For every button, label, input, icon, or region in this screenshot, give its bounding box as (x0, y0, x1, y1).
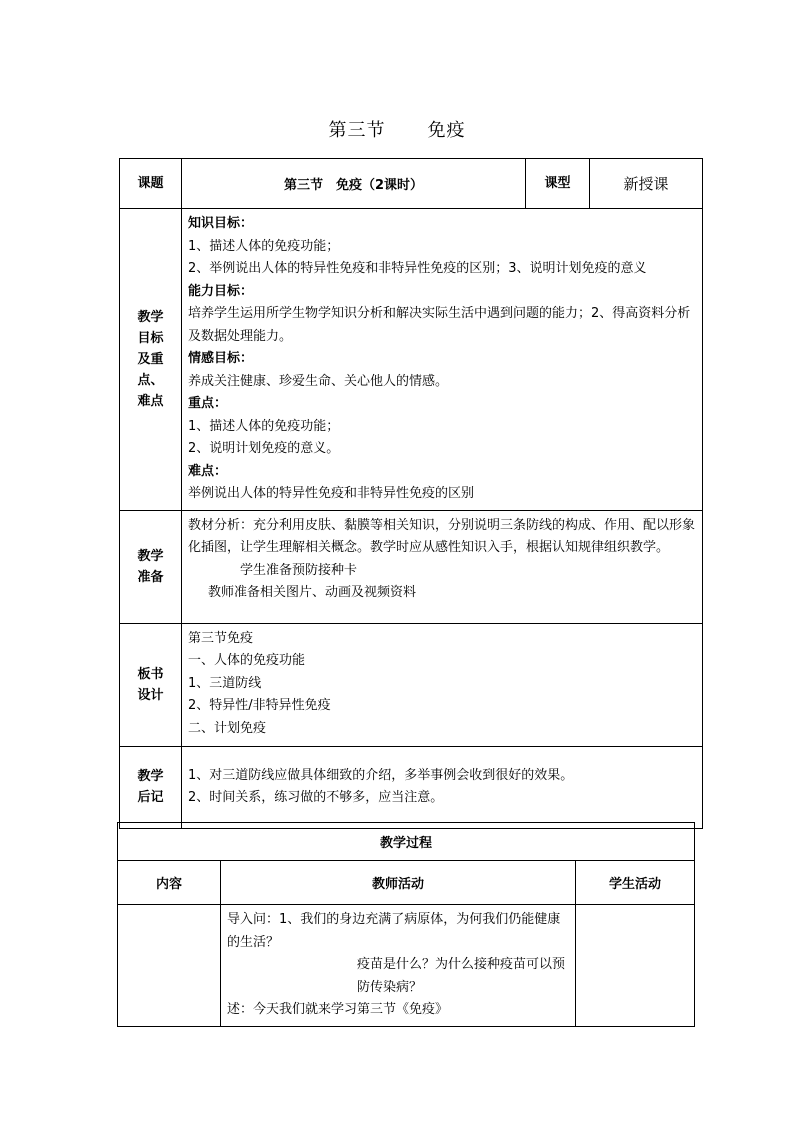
goals-label: 教学目标及重点、难点 (120, 209, 182, 511)
teacher-line: 导入问：1、我们的身边充满了病原体，为何我们仍能健康的生活？ (227, 912, 561, 950)
process-title-row (118, 823, 695, 861)
content-cell (118, 905, 221, 1027)
col-teacher-header: 教师活动 (221, 861, 576, 905)
goal-line: 1、描述人体的免疫功能； (188, 238, 340, 254)
goals-content (182, 209, 703, 511)
board-line: 一、人体的免疫功能 (188, 653, 306, 668)
col-student-header: 学生活动 (576, 861, 695, 905)
goal-line: 1、描述人体的免疫功能； (188, 418, 340, 434)
board-line: 1、三道防线 (188, 675, 262, 691)
teacher-line: 述：今天我们就来学习第三节《免疫》 (227, 1002, 449, 1017)
teacher-activity-cell (221, 905, 576, 1027)
type-value: 新授课 (590, 159, 703, 209)
topic-label: 课题 (120, 159, 182, 209)
topic-value: 第三节 免疫（2课时） (182, 159, 526, 209)
reflection-line: 1、对三道防线应做具体细致的介绍，多举事例会收到很好的效果。 (188, 767, 574, 783)
prep-line: 教材分析：充分利用皮肤、黏膜等相关知识，分别说明三条防线的构成、作用、配以形象化插图，让学生理解相关概念。教学时应从感性知识入手，根据认知规律组织教学。 (188, 517, 696, 555)
prep-line: 学生准备预防接种卡 (240, 562, 358, 578)
knowledge-goal-heading: 知识目标： (188, 216, 254, 231)
type-label: 课型 (526, 159, 590, 209)
ability-goal-heading: 能力目标： (188, 283, 254, 299)
goal-line: 2、说明计划免疫的意义。 (188, 441, 340, 456)
reflection-row (120, 746, 703, 828)
goal-line: 养成关注健康、珍爱生命、关心他人的情感。 (188, 373, 449, 389)
board-line: 2、特异性/非特异性免疫 (188, 698, 331, 713)
goals-row (120, 209, 703, 511)
page-title-part2: 免疫 (427, 120, 466, 141)
difficult-points-heading: 难点： (188, 463, 228, 479)
goal-line: 举例说出人体的特异性免疫和非特异性免疫的区别 (188, 486, 475, 501)
process-table (117, 822, 695, 1027)
board-line: 二、计划免疫 (188, 720, 267, 736)
goal-line: 培养学生运用所学生物学知识分析和解决实际生活中遇到问题的能力；2、得高资料分析及数据处理能力。 (188, 306, 691, 344)
page-title (0, 116, 794, 142)
board-line: 第三节免疫 (188, 630, 254, 646)
topic-row (120, 159, 703, 209)
key-points-heading: 重点： (188, 396, 228, 411)
lesson-plan-table (119, 158, 703, 829)
col-content-header: 内容 (118, 861, 221, 905)
reflection-content (182, 746, 703, 828)
prep-content (182, 510, 703, 623)
goal-line: 2、举例说出人体的特异性免疫和非特异性免疫的区别；3、说明计划免疫的意义 (188, 261, 647, 276)
board-content (182, 623, 703, 746)
process-row (118, 905, 695, 1027)
teacher-line: 疫苗是什么？为什么接种疫苗可以预防传染病？ (357, 957, 566, 995)
process-title: 教学过程 (118, 823, 695, 861)
reflection-line: 2、时间关系，练习做的不够多，应当注意。 (188, 790, 444, 805)
process-header-row (118, 861, 695, 905)
page-title-part1: 第三节 (328, 120, 386, 141)
emotion-goal-heading: 情感目标： (188, 351, 254, 366)
prep-label: 教学准备 (120, 510, 182, 623)
prep-row (120, 510, 703, 623)
board-label: 板书设计 (120, 623, 182, 746)
prep-line: 教师准备相关图片、动画及视频资料 (208, 585, 417, 600)
reflection-label: 教学后记 (120, 746, 182, 828)
board-row (120, 623, 703, 746)
student-activity-cell (576, 905, 695, 1027)
